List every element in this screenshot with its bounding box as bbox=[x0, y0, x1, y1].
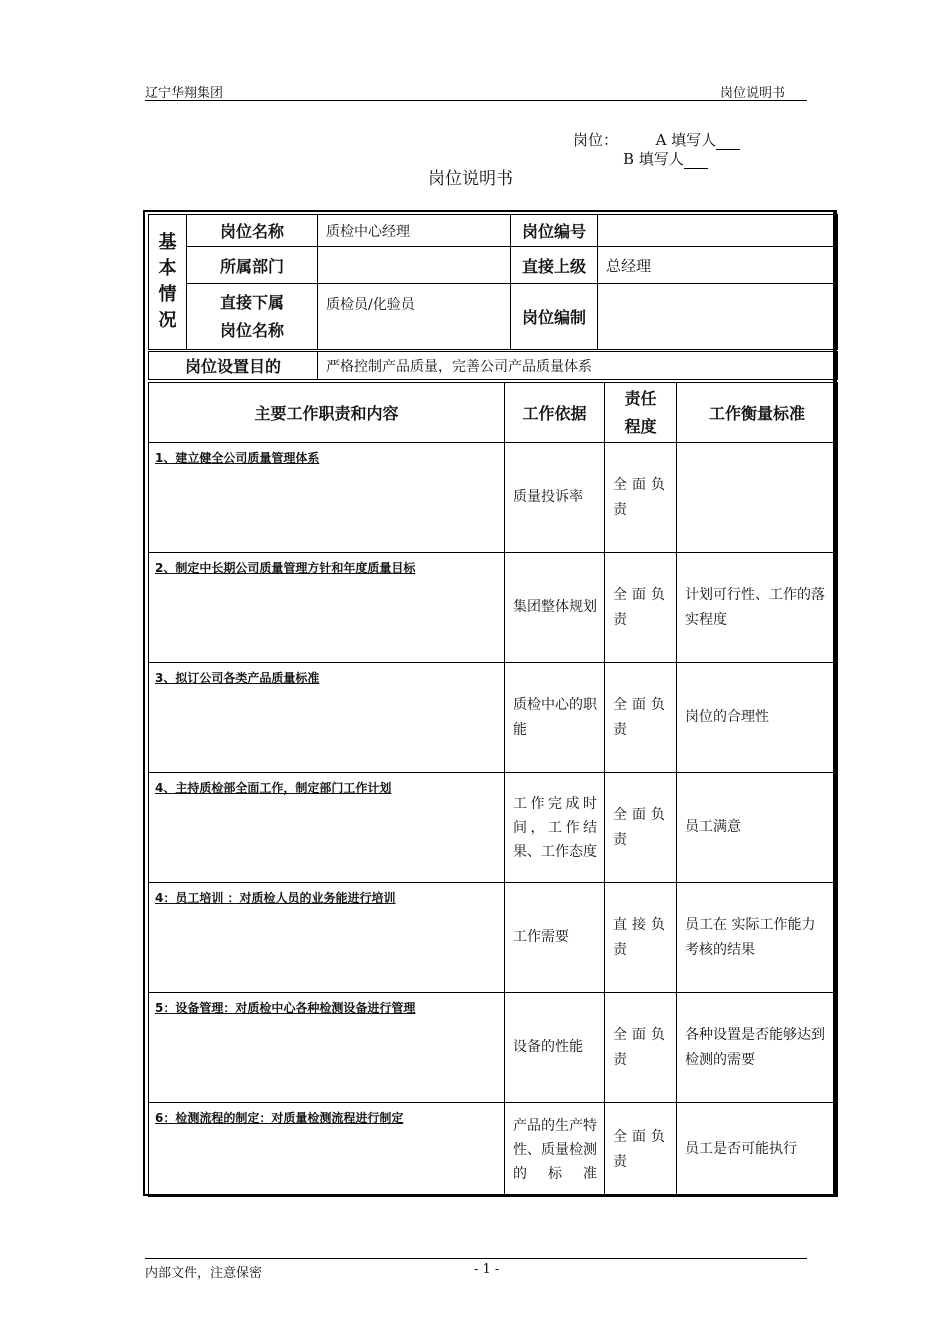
headcount-value bbox=[598, 284, 838, 350]
footer-page-number: - 1 - bbox=[474, 1262, 500, 1277]
duty-measure: 岗位的合理性 bbox=[677, 663, 838, 773]
position-label: 岗位： bbox=[573, 131, 619, 149]
duty-measure: 员工满意 bbox=[677, 773, 838, 883]
duties-measure-header: 工作衡量标准 bbox=[677, 383, 838, 443]
duty-row bbox=[149, 443, 838, 553]
header-company: 辽宁华翔集团 bbox=[145, 86, 224, 101]
duty-resp: 直接负责 bbox=[605, 883, 677, 993]
duty-measure: 员工是否可能执行 bbox=[677, 1103, 838, 1197]
duty-resp: 全面负责 bbox=[605, 993, 677, 1103]
footer-confidential: 内部文件，注意保密 bbox=[145, 1266, 263, 1281]
superior-value: 总经理 bbox=[598, 247, 838, 284]
superior-label: 直接上级 bbox=[511, 247, 598, 284]
purpose-label: 岗位设置目的 bbox=[149, 352, 318, 380]
dept-label: 所属部门 bbox=[187, 247, 318, 284]
fill-in-line-1 bbox=[573, 129, 740, 150]
duty-title-cell bbox=[149, 663, 505, 773]
duty-resp: 全面负责 bbox=[605, 1103, 677, 1197]
subordinates-value: 质检员/化验员 bbox=[318, 284, 511, 350]
duty-row bbox=[149, 663, 838, 773]
duty-basis: 工作完成时间，工作结果、工作态度 bbox=[505, 773, 605, 883]
post-no-value bbox=[598, 215, 838, 247]
dept-value bbox=[318, 247, 511, 284]
subordinate-label: 直接下属 岗位名称 bbox=[187, 284, 318, 350]
duties-resp-header: 责任 程度 bbox=[605, 383, 677, 443]
writer-b-label: B 填写人 bbox=[623, 150, 684, 168]
duties-basis-header: 工作依据 bbox=[505, 383, 605, 443]
footer-rule bbox=[145, 1258, 807, 1259]
duty-basis: 质量投诉率 bbox=[505, 443, 605, 553]
writer-b-blank bbox=[684, 154, 708, 169]
duty-title: 1、建立健全公司质量管理体系 bbox=[155, 451, 320, 465]
duty-measure: 员工在 实际工作能力考核的结果 bbox=[677, 883, 838, 993]
duty-title-cell bbox=[149, 993, 505, 1103]
duties-content-header: 主要工作职责和内容 bbox=[149, 383, 505, 443]
job-description-form bbox=[143, 210, 837, 1196]
duty-title-cell bbox=[149, 553, 505, 663]
basic-info-table bbox=[148, 214, 838, 350]
duty-title-cell bbox=[149, 443, 505, 553]
duty-row bbox=[149, 553, 838, 663]
document-title: 岗位说明书 bbox=[428, 169, 513, 189]
headcount-label: 岗位编制 bbox=[511, 284, 598, 350]
duty-measure: 各种设置是否能够达到检测的需要 bbox=[677, 993, 838, 1103]
post-no-label: 岗位编号 bbox=[511, 215, 598, 247]
duty-resp: 全面负责 bbox=[605, 553, 677, 663]
duties-table bbox=[148, 382, 838, 1197]
writer-a-blank bbox=[716, 135, 740, 150]
duty-resp: 全面负责 bbox=[605, 773, 677, 883]
duty-row bbox=[149, 773, 838, 883]
post-name-label: 岗位名称 bbox=[187, 215, 318, 247]
duty-resp: 全面负责 bbox=[605, 663, 677, 773]
header-doc-name: 岗位说明书 bbox=[720, 86, 786, 101]
duty-row bbox=[149, 883, 838, 993]
duty-title-cell bbox=[149, 773, 505, 883]
duty-row bbox=[149, 993, 838, 1103]
duty-measure: 计划可行性、工作的落实程度 bbox=[677, 553, 838, 663]
duty-basis: 产品的生产特性、质量检测的标准 bbox=[505, 1103, 605, 1197]
duty-title: 3、拟订公司各类产品质量标准 bbox=[155, 671, 320, 685]
duty-title-cell bbox=[149, 1103, 505, 1197]
duty-title: 6：检测流程的制定：对质量检测流程进行制定 bbox=[155, 1111, 404, 1125]
purpose-table bbox=[148, 351, 838, 380]
fill-in-line-2 bbox=[623, 148, 708, 169]
duty-basis: 工作需要 bbox=[505, 883, 605, 993]
duty-basis: 质检中心的职能 bbox=[505, 663, 605, 773]
duty-row bbox=[149, 1103, 838, 1197]
basic-info-side-label: 基本情况 bbox=[149, 215, 187, 350]
post-name-value: 质检中心经理 bbox=[318, 215, 511, 247]
duty-title: 2、制定中长期公司质量管理方针和年度质量目标 bbox=[155, 561, 416, 575]
header-rule bbox=[145, 100, 807, 101]
duty-measure bbox=[677, 443, 838, 553]
duty-basis: 集团整体规划 bbox=[505, 553, 605, 663]
duty-resp: 全面负责 bbox=[605, 443, 677, 553]
writer-a-label: A 填写人 bbox=[655, 131, 717, 149]
duties-header-row bbox=[149, 383, 838, 443]
duty-title: 4、主持质检部全面工作，制定部门工作计划 bbox=[155, 781, 392, 795]
purpose-value: 严格控制产品质量，完善公司产品质量体系 bbox=[318, 352, 838, 380]
duty-basis: 设备的性能 bbox=[505, 993, 605, 1103]
duty-title-cell bbox=[149, 883, 505, 993]
duty-title: 5：设备管理：对质检中心各种检测设备进行管理 bbox=[155, 1001, 416, 1015]
duty-title: 4：员工培训 ：对质检人员的业务能进行培训 bbox=[155, 891, 396, 905]
